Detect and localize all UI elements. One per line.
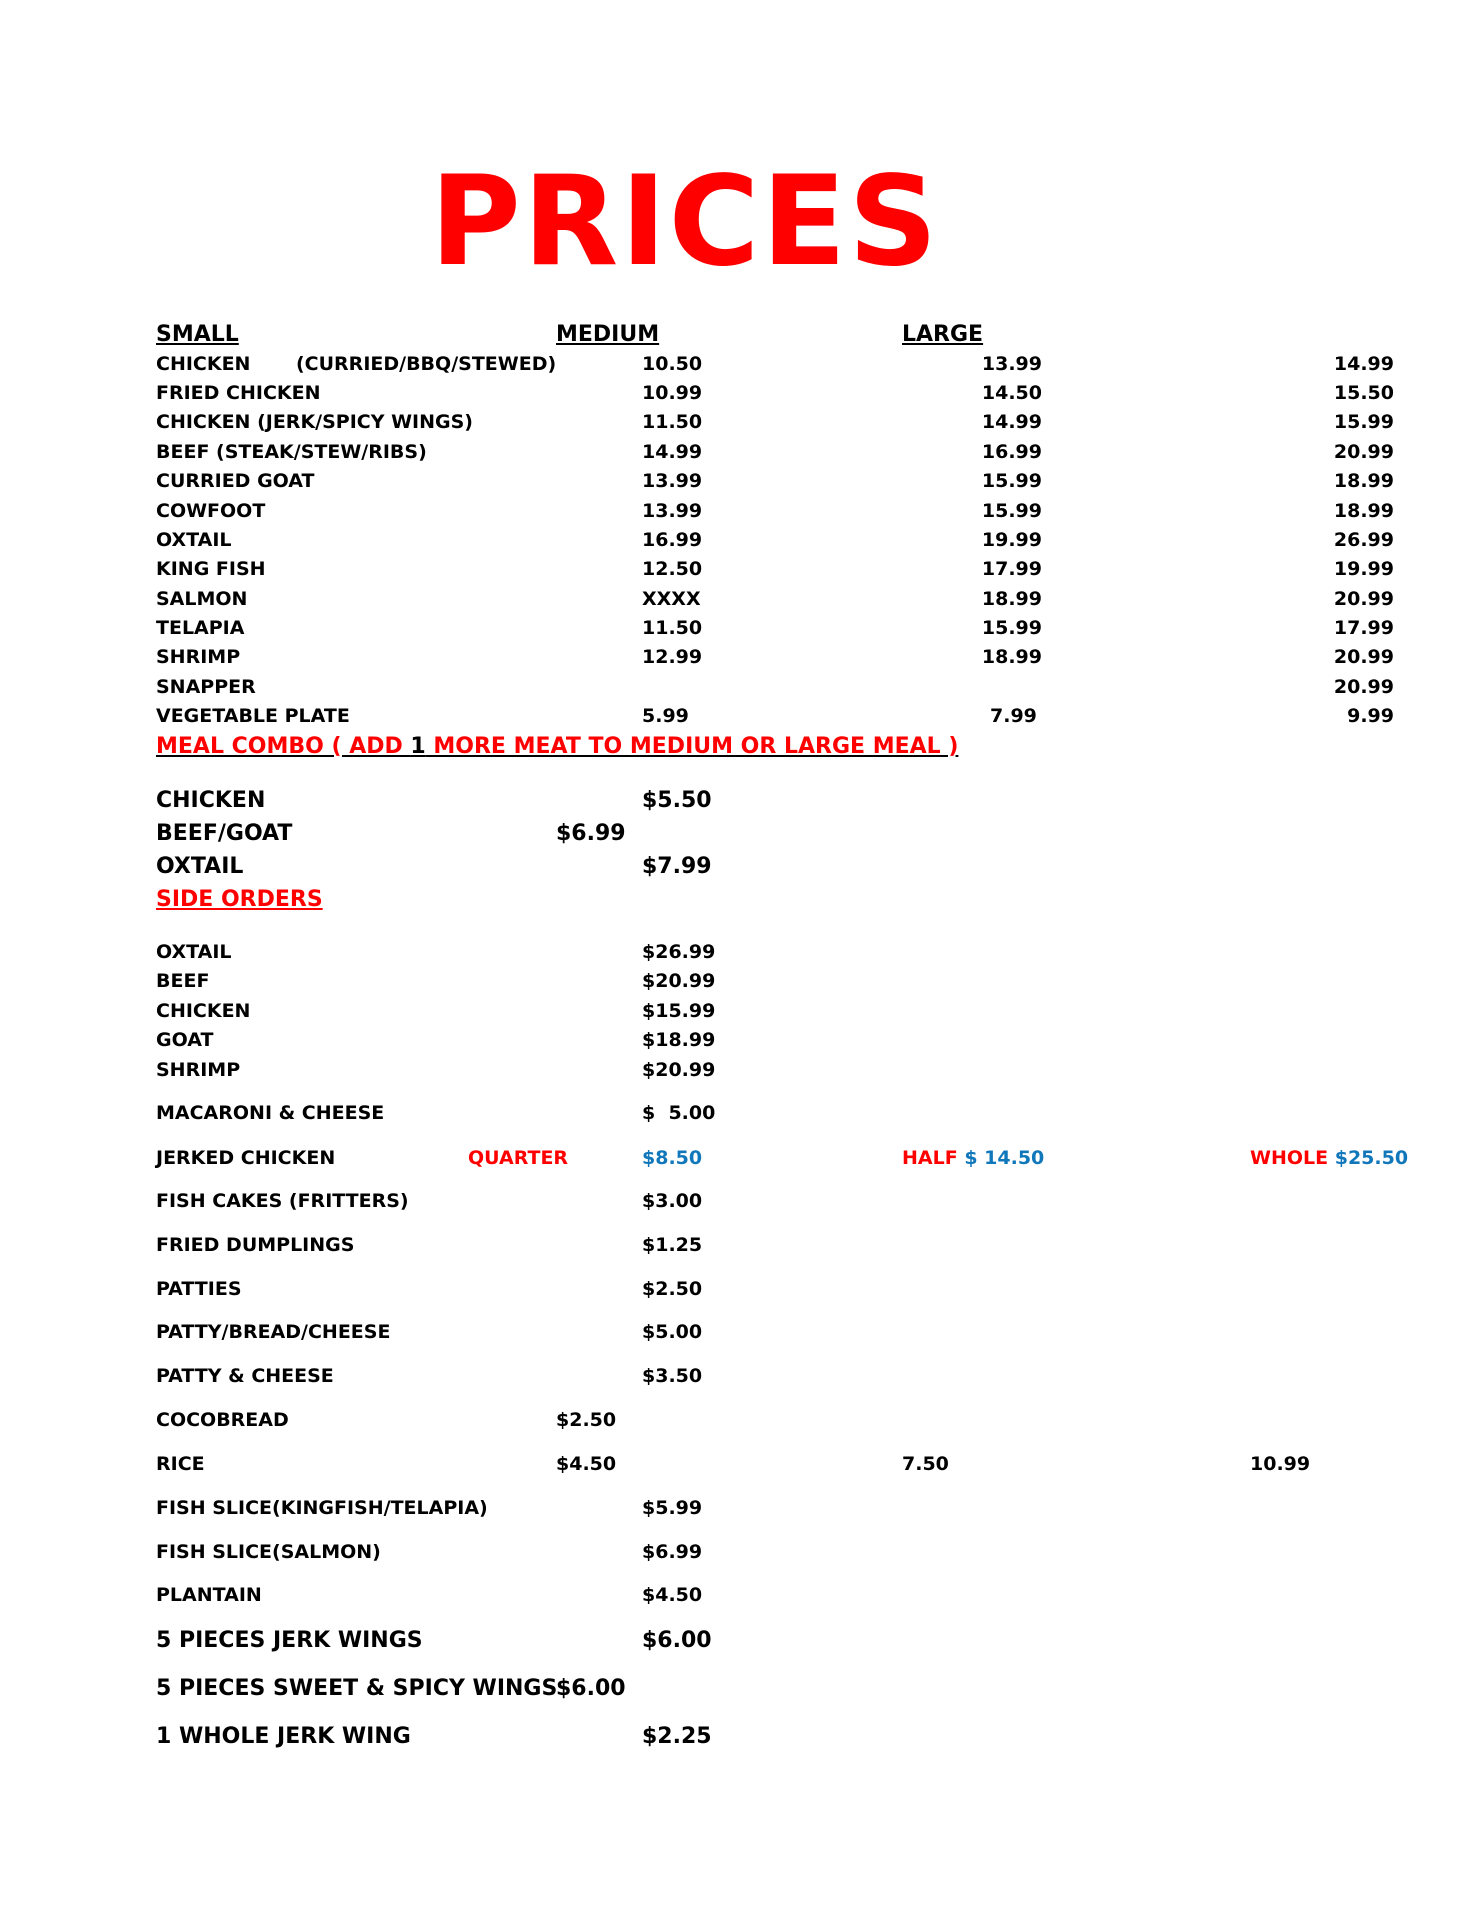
meal-name: BEEF (STEAK/STEW/RIBS) bbox=[156, 441, 427, 463]
side-price: $1.25 bbox=[642, 1234, 703, 1256]
meal-small-price: 12.50 bbox=[642, 558, 703, 580]
meal-name: OXTAIL bbox=[156, 529, 232, 551]
meal-small-price: XXXX bbox=[642, 588, 701, 610]
combo-price: $7.99 bbox=[642, 854, 712, 879]
side-price: $18.99 bbox=[642, 1029, 716, 1051]
quarter-label: QUARTER bbox=[468, 1147, 569, 1169]
meal-large-price: 20.99 bbox=[1333, 676, 1394, 698]
combo-name: CHICKEN bbox=[156, 788, 266, 813]
side-name: FISH CAKES (FRITTERS) bbox=[156, 1190, 409, 1212]
meal-small-price: 11.50 bbox=[642, 617, 703, 639]
side-orders-title: SIDE ORDERS bbox=[156, 887, 323, 912]
side-price: $5.00 bbox=[642, 1321, 703, 1343]
side-row bbox=[0, 941, 1484, 971]
header-medium: MEDIUM bbox=[556, 322, 660, 347]
side-name: 1 WHOLE JERK WING bbox=[156, 1724, 411, 1749]
side-price: $4.50 bbox=[642, 1584, 703, 1606]
whole-price: $25.50 bbox=[1334, 1147, 1409, 1169]
meal-row bbox=[0, 441, 1484, 471]
meal-row bbox=[0, 646, 1484, 676]
side-name: FISH SLICE(KINGFISH/TELAPIA) bbox=[156, 1497, 488, 1519]
combo-heading-before: MEAL COMBO ( ADD bbox=[156, 734, 411, 759]
side-name: OXTAIL bbox=[156, 941, 232, 963]
meal-medium-price: 15.99 bbox=[981, 617, 1042, 639]
meal-large-price: 19.99 bbox=[1333, 558, 1394, 580]
side-name: 5 PIECES JERK WINGS bbox=[156, 1628, 423, 1653]
header-small: SMALL bbox=[156, 322, 239, 347]
side-row bbox=[0, 1409, 1484, 1439]
rice-large-price: 10.99 bbox=[1250, 1453, 1311, 1475]
meal-medium-price: 14.50 bbox=[981, 382, 1042, 404]
meal-row bbox=[0, 588, 1484, 618]
combo-heading-after: MORE MEAT TO MEDIUM OR LARGE MEAL ) bbox=[425, 734, 959, 759]
meal-name: CHICKEN (JERK/SPICY WINGS) bbox=[156, 411, 473, 433]
meal-medium-price: 18.99 bbox=[981, 646, 1042, 668]
side-price: $6.00 bbox=[556, 1676, 626, 1701]
meal-row bbox=[0, 353, 1484, 383]
meal-row bbox=[0, 617, 1484, 647]
meal-medium-price: 7.99 bbox=[990, 705, 1037, 727]
meal-row bbox=[0, 676, 1484, 706]
side-price: $20.99 bbox=[642, 970, 716, 992]
meal-large-price: 20.99 bbox=[1333, 646, 1394, 668]
header-large: LARGE bbox=[902, 322, 984, 347]
meal-name: VEGETABLE PLATE bbox=[156, 705, 350, 727]
side-name: PATTY & CHEESE bbox=[156, 1365, 334, 1387]
meal-medium-price: 13.99 bbox=[981, 353, 1042, 375]
meal-name: COWFOOT bbox=[156, 500, 266, 522]
meal-row bbox=[0, 529, 1484, 559]
meal-row bbox=[0, 558, 1484, 588]
side-row bbox=[0, 1102, 1484, 1132]
meal-medium-price: 14.99 bbox=[981, 411, 1042, 433]
meal-large-price: 18.99 bbox=[1333, 470, 1394, 492]
jerk-chicken-row bbox=[0, 1147, 1484, 1177]
wings-row bbox=[0, 1724, 1484, 1754]
side-name: GOAT bbox=[156, 1029, 214, 1051]
meal-large-price: 15.50 bbox=[1333, 382, 1394, 404]
rice-medium-price: 7.50 bbox=[902, 1453, 949, 1475]
meal-row bbox=[0, 470, 1484, 500]
meal-medium-price: 15.99 bbox=[981, 470, 1042, 492]
quarter-price: $8.50 bbox=[642, 1147, 703, 1169]
meal-large-price: 18.99 bbox=[1333, 500, 1394, 522]
meal-medium-price: 16.99 bbox=[981, 441, 1042, 463]
side-name: COCOBREAD bbox=[156, 1409, 289, 1431]
side-price: $15.99 bbox=[642, 1000, 716, 1022]
column-headers bbox=[0, 322, 1484, 352]
side-name: PATTIES bbox=[156, 1278, 242, 1300]
side-name: PATTY/BREAD/CHEESE bbox=[156, 1321, 391, 1343]
meal-combo-heading bbox=[0, 734, 1484, 764]
meal-large-price: 20.99 bbox=[1333, 441, 1394, 463]
meal-name: SHRIMP bbox=[156, 646, 241, 668]
meal-row bbox=[0, 500, 1484, 530]
meal-small-price: 13.99 bbox=[642, 470, 703, 492]
combo-name: OXTAIL bbox=[156, 854, 244, 879]
side-row bbox=[0, 1234, 1484, 1264]
side-name: BEEF bbox=[156, 970, 210, 992]
side-price: $5.99 bbox=[642, 1497, 703, 1519]
meal-medium-price: 18.99 bbox=[981, 588, 1042, 610]
meal-large-price: 9.99 bbox=[1347, 705, 1394, 727]
meal-name: CURRIED GOAT bbox=[156, 470, 315, 492]
combo-heading-number: 1 bbox=[410, 734, 426, 759]
combo-row bbox=[0, 854, 1484, 884]
side-name: 5 PIECES SWEET & SPICY WINGS bbox=[156, 1676, 558, 1701]
side-price: $6.99 bbox=[642, 1541, 703, 1563]
combo-price: $6.99 bbox=[556, 821, 626, 846]
combo-name: BEEF/GOAT bbox=[156, 821, 293, 846]
side-name: PLANTAIN bbox=[156, 1584, 262, 1606]
side-name: MACARONI & CHEESE bbox=[156, 1102, 385, 1124]
side-name: CHICKEN bbox=[156, 1000, 251, 1022]
side-row bbox=[0, 1190, 1484, 1220]
meal-medium-price: 15.99 bbox=[981, 500, 1042, 522]
combo-row bbox=[0, 821, 1484, 851]
combo-row bbox=[0, 788, 1484, 818]
meal-row bbox=[0, 411, 1484, 441]
side-price: $ 5.00 bbox=[642, 1102, 716, 1124]
side-row bbox=[0, 1278, 1484, 1308]
side-row bbox=[0, 1059, 1484, 1089]
meal-small-price: 13.99 bbox=[642, 500, 703, 522]
meal-name: SNAPPER bbox=[156, 676, 256, 698]
meal-small-price: 11.50 bbox=[642, 411, 703, 433]
side-orders-heading bbox=[0, 887, 1484, 917]
meal-large-price: 20.99 bbox=[1333, 588, 1394, 610]
side-row bbox=[0, 1000, 1484, 1030]
side-name: FISH SLICE(SALMON) bbox=[156, 1541, 381, 1563]
side-row bbox=[0, 1541, 1484, 1571]
side-price: $2.50 bbox=[642, 1278, 703, 1300]
meal-small-price: 14.99 bbox=[642, 441, 703, 463]
whole-label: WHOLE bbox=[1250, 1147, 1329, 1169]
meal-name: FRIED CHICKEN bbox=[156, 382, 321, 404]
half-label: HALF bbox=[902, 1147, 958, 1169]
side-row bbox=[0, 1029, 1484, 1059]
meal-small-price: 12.99 bbox=[642, 646, 703, 668]
side-name: RICE bbox=[156, 1453, 205, 1475]
rice-row bbox=[0, 1453, 1484, 1483]
meal-medium-price: 17.99 bbox=[981, 558, 1042, 580]
side-price: $3.00 bbox=[642, 1190, 703, 1212]
meal-large-price: 17.99 bbox=[1333, 617, 1394, 639]
meal-note: (CURRIED/BBQ/STEWED) bbox=[296, 353, 557, 375]
wings-row bbox=[0, 1628, 1484, 1658]
meal-large-price: 15.99 bbox=[1333, 411, 1394, 433]
side-name: FRIED DUMPLINGS bbox=[156, 1234, 355, 1256]
meal-row bbox=[0, 705, 1484, 735]
meal-small-price: 10.99 bbox=[642, 382, 703, 404]
meal-small-price: 10.50 bbox=[642, 353, 703, 375]
side-price: $6.00 bbox=[642, 1628, 712, 1653]
meal-large-price: 26.99 bbox=[1333, 529, 1394, 551]
meal-name: TELAPIA bbox=[156, 617, 245, 639]
wings-row bbox=[0, 1676, 1484, 1706]
meal-row bbox=[0, 382, 1484, 412]
side-row bbox=[0, 1497, 1484, 1527]
side-row bbox=[0, 970, 1484, 1000]
side-price: $26.99 bbox=[642, 941, 716, 963]
meal-large-price: 14.99 bbox=[1333, 353, 1394, 375]
side-price: $2.50 bbox=[556, 1409, 617, 1431]
side-price: $2.25 bbox=[642, 1724, 712, 1749]
meal-name: CHICKEN bbox=[156, 353, 251, 375]
meal-small-price: 16.99 bbox=[642, 529, 703, 551]
side-name: JERKED CHICKEN bbox=[156, 1147, 336, 1169]
meal-medium-price: 19.99 bbox=[981, 529, 1042, 551]
side-row bbox=[0, 1584, 1484, 1614]
page-title: PRICES bbox=[430, 150, 940, 294]
side-name: SHRIMP bbox=[156, 1059, 241, 1081]
side-price: $3.50 bbox=[642, 1365, 703, 1387]
meal-name: KING FISH bbox=[156, 558, 266, 580]
half-price: $ 14.50 bbox=[964, 1147, 1045, 1169]
meal-name: SALMON bbox=[156, 588, 248, 610]
meal-small-price: 5.99 bbox=[642, 705, 689, 727]
side-row bbox=[0, 1365, 1484, 1395]
side-row bbox=[0, 1321, 1484, 1351]
rice-small-price: $4.50 bbox=[556, 1453, 617, 1475]
combo-price: $5.50 bbox=[642, 788, 712, 813]
side-price: $20.99 bbox=[642, 1059, 716, 1081]
